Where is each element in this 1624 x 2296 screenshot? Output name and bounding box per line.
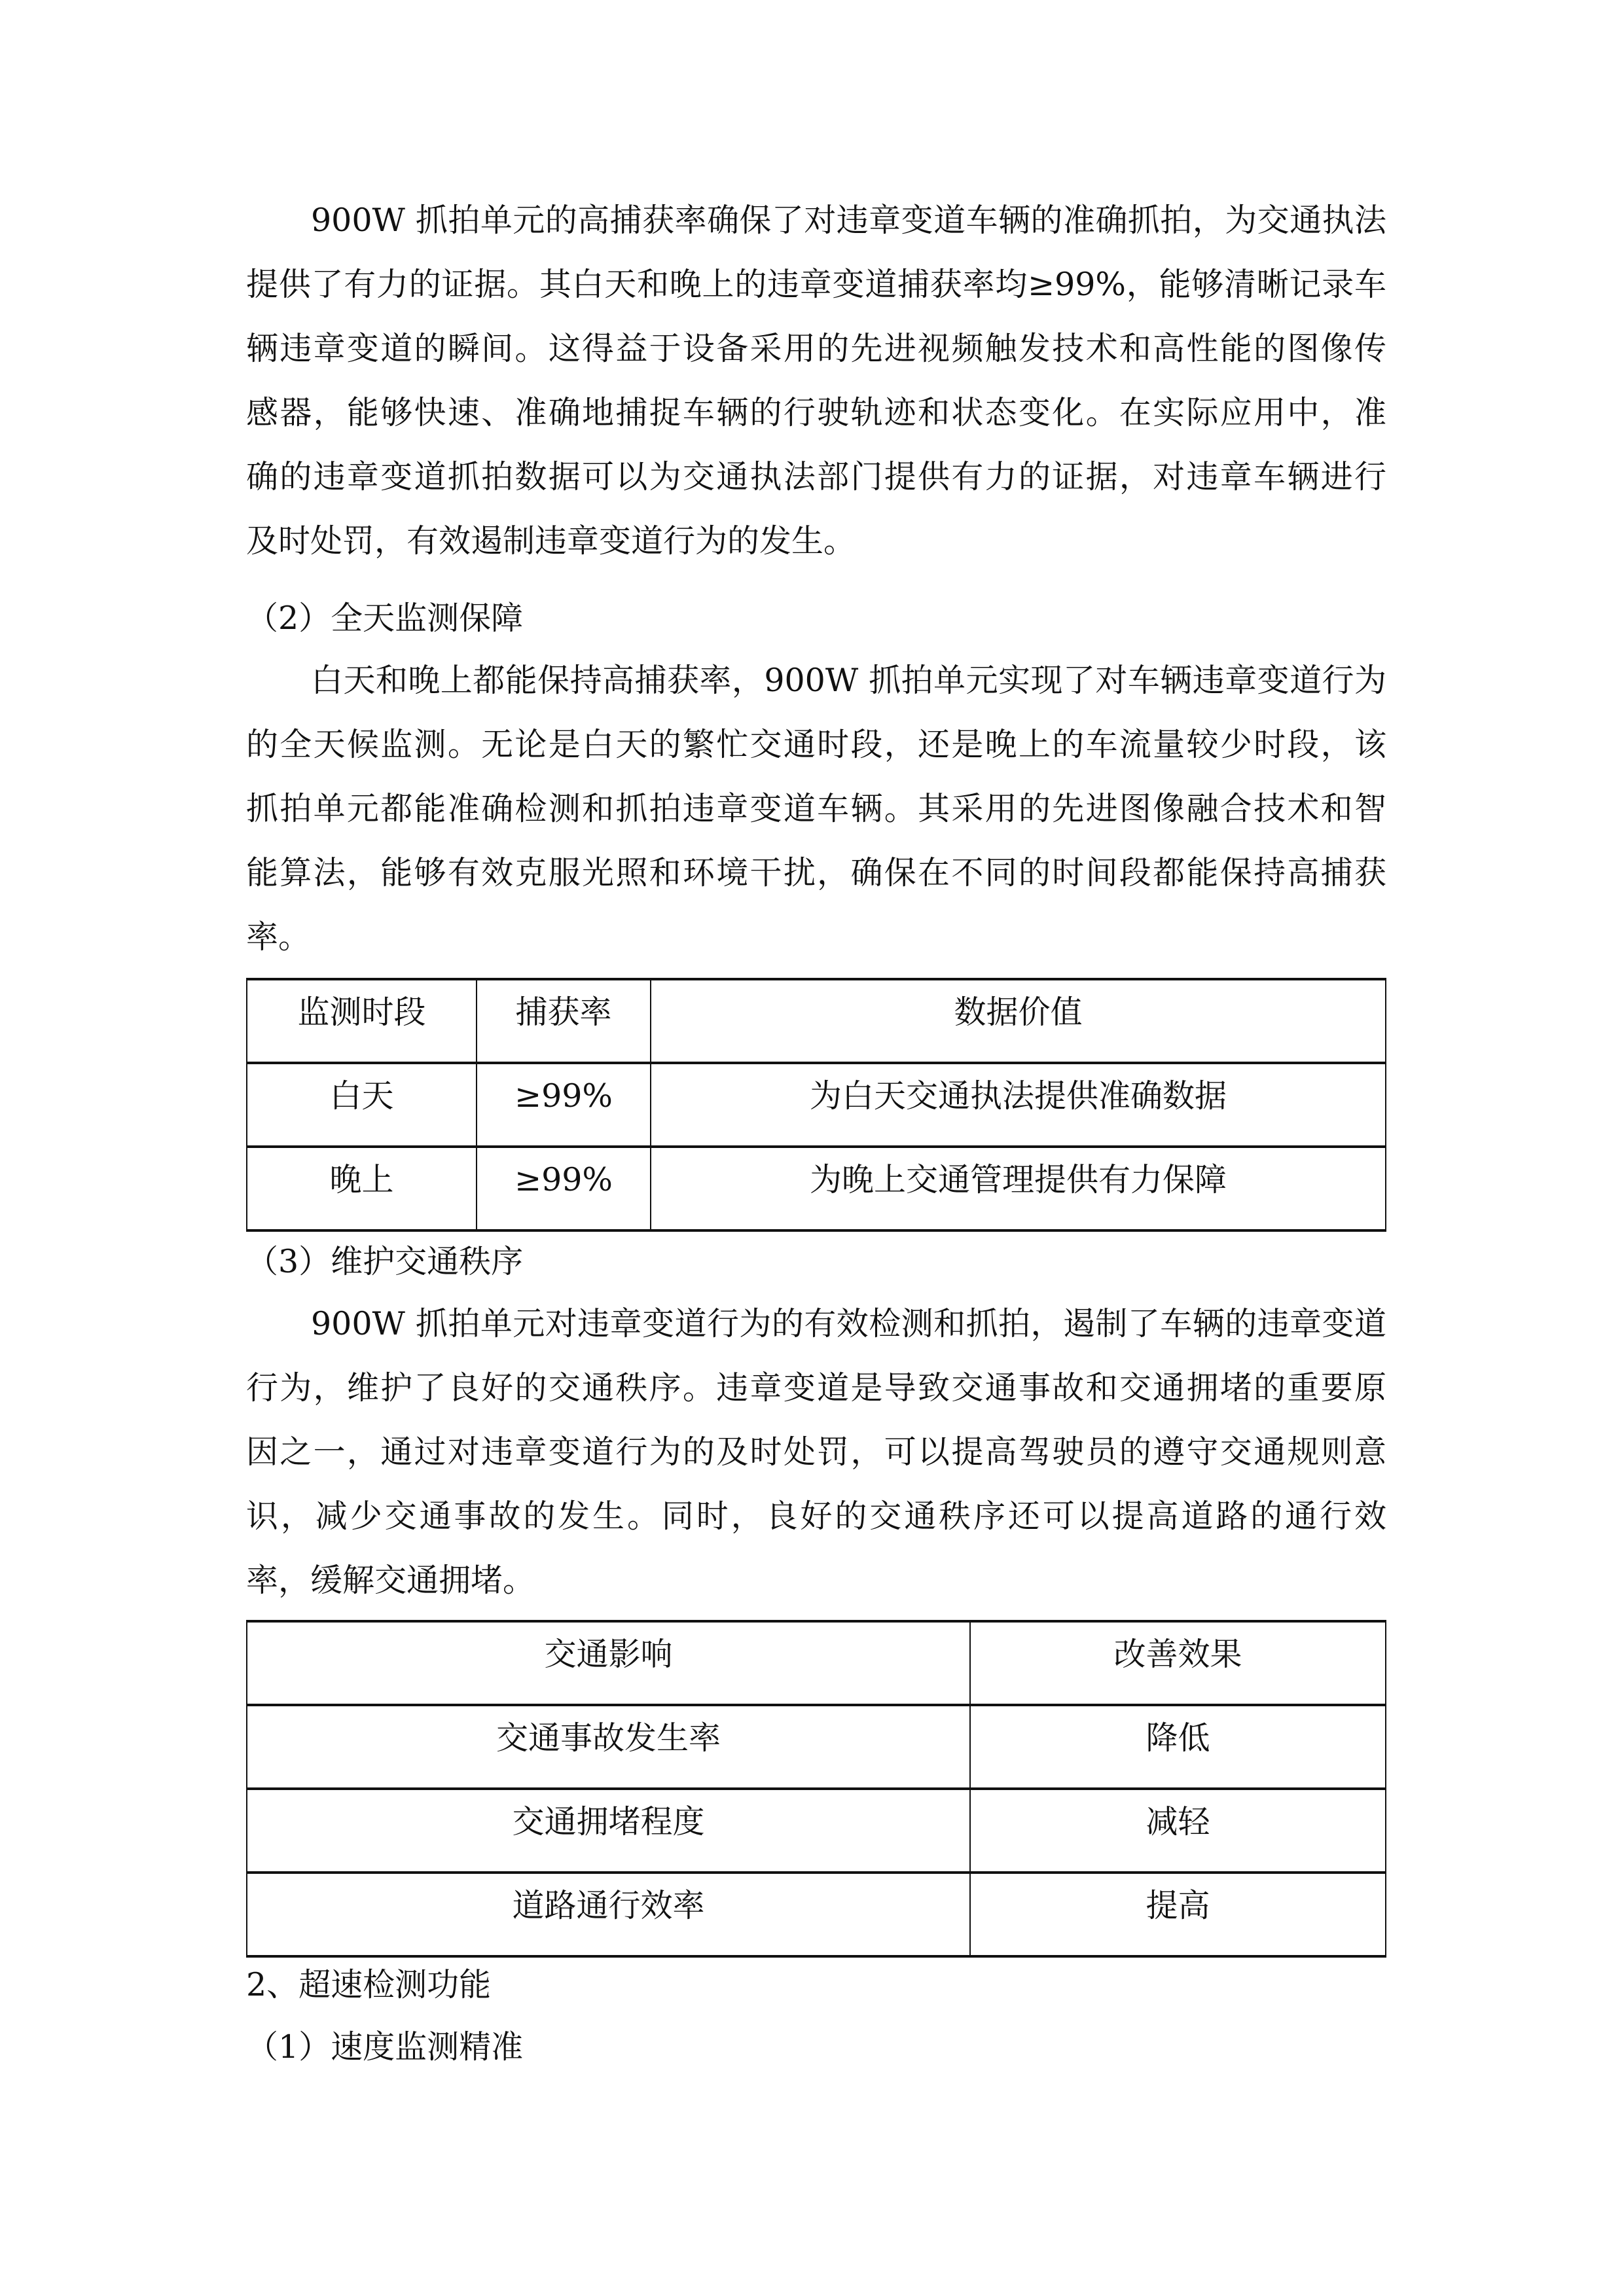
section-heading-speed-detection: 2、超速检测功能 <box>246 1966 492 2003</box>
table-cell: 交通事故发生率 <box>247 1705 970 1789</box>
table-row <box>247 1147 1386 1230</box>
table-row <box>247 1789 1386 1873</box>
table-row <box>247 1705 1386 1789</box>
text-line: 的全天候监测。无论是白天的繁忙交通时段，还是晚上的车流量较少时段，该 <box>246 726 1386 763</box>
header-cell: 数据价值 <box>651 979 1386 1063</box>
text-line: 识，减少交通事故的发生。同时，良好的交通秩序还可以提高道路的通行效 <box>246 1498 1386 1535</box>
text-line: 提供了有力的证据。其白天和晚上的违章变道捕获率均≥99%，能够清晰记录车 <box>246 266 1386 303</box>
header-cell: 捕获率 <box>477 979 651 1063</box>
text-line: 及时处罚，有效遏制违章变道行为的发生。 <box>246 522 856 560</box>
table-cell: ≥99% <box>477 1147 651 1230</box>
text-line: 率。 <box>246 918 311 956</box>
table-header-row <box>247 979 1386 1063</box>
heading-traffic-order: （3）维护交通秩序 <box>246 1243 524 1280</box>
table-cell: 提高 <box>970 1873 1386 1956</box>
text-line: 辆违章变道的瞬间。这得益于设备采用的先进视频触发技术和高性能的图像传 <box>246 330 1386 367</box>
text-line: 率，缓解交通拥堵。 <box>246 1562 535 1599</box>
table-cell: 为白天交通执法提供准确数据 <box>651 1063 1386 1147</box>
table-row <box>247 1063 1386 1147</box>
heading-all-day-monitoring: （2）全天监测保障 <box>246 600 524 637</box>
paragraph-capture-rate <box>246 188 1386 573</box>
paragraph-traffic-order <box>246 1292 1386 1613</box>
text-line: 白天和晚上都能保持高捕获率，900W 抓拍单元实现了对车辆违章变道行为 <box>311 662 1386 699</box>
table-cell: 减轻 <box>970 1789 1386 1873</box>
header-cell: 交通影响 <box>247 1621 970 1705</box>
header-cell: 监测时段 <box>247 979 477 1063</box>
table-row <box>247 1873 1386 1956</box>
text-line: 因之一，通过对违章变道行为的及时处罚，可以提高驾驶员的遵守交通规则意 <box>246 1433 1386 1471</box>
text-line: 感器，能够快速、准确地捕捉车辆的行驶轨迹和状态变化。在实际应用中，准 <box>246 394 1386 431</box>
text-line: 900W 抓拍单元的高捕获率确保了对违章变道车辆的准确抓拍，为交通执法 <box>311 202 1386 239</box>
capture-rate-table <box>246 978 1386 1232</box>
text-line: 能算法，能够有效克服光照和环境干扰，确保在不同的时间段都能保持高捕获 <box>246 854 1386 891</box>
text-line: 900W 抓拍单元对违章变道行为的有效检测和抓拍，遏制了车辆的违章变道 <box>311 1305 1386 1342</box>
header-cell: 改善效果 <box>970 1621 1386 1705</box>
paragraph-all-day <box>246 649 1386 969</box>
table-cell: 降低 <box>970 1705 1386 1789</box>
heading-speed-accuracy: （1）速度监测精准 <box>246 2028 524 2066</box>
table-cell: ≥99% <box>477 1063 651 1147</box>
text-line: 确的违章变道抓拍数据可以为交通执法部门提供有力的证据，对违章车辆进行 <box>246 458 1386 495</box>
table-cell: 白天 <box>247 1063 477 1147</box>
table-header-row <box>247 1621 1386 1705</box>
text-line: 行为，维护了良好的交通秩序。违章变道是导致交通事故和交通拥堵的重要原 <box>246 1369 1386 1407</box>
table-cell: 交通拥堵程度 <box>247 1789 970 1873</box>
traffic-impact-table <box>246 1620 1386 1958</box>
table-cell: 为晚上交通管理提供有力保障 <box>651 1147 1386 1230</box>
table-cell: 晚上 <box>247 1147 477 1230</box>
table-cell: 道路通行效率 <box>247 1873 970 1956</box>
text-line: 抓拍单元都能准确检测和抓拍违章变道车辆。其采用的先进图像融合技术和智 <box>246 790 1386 827</box>
